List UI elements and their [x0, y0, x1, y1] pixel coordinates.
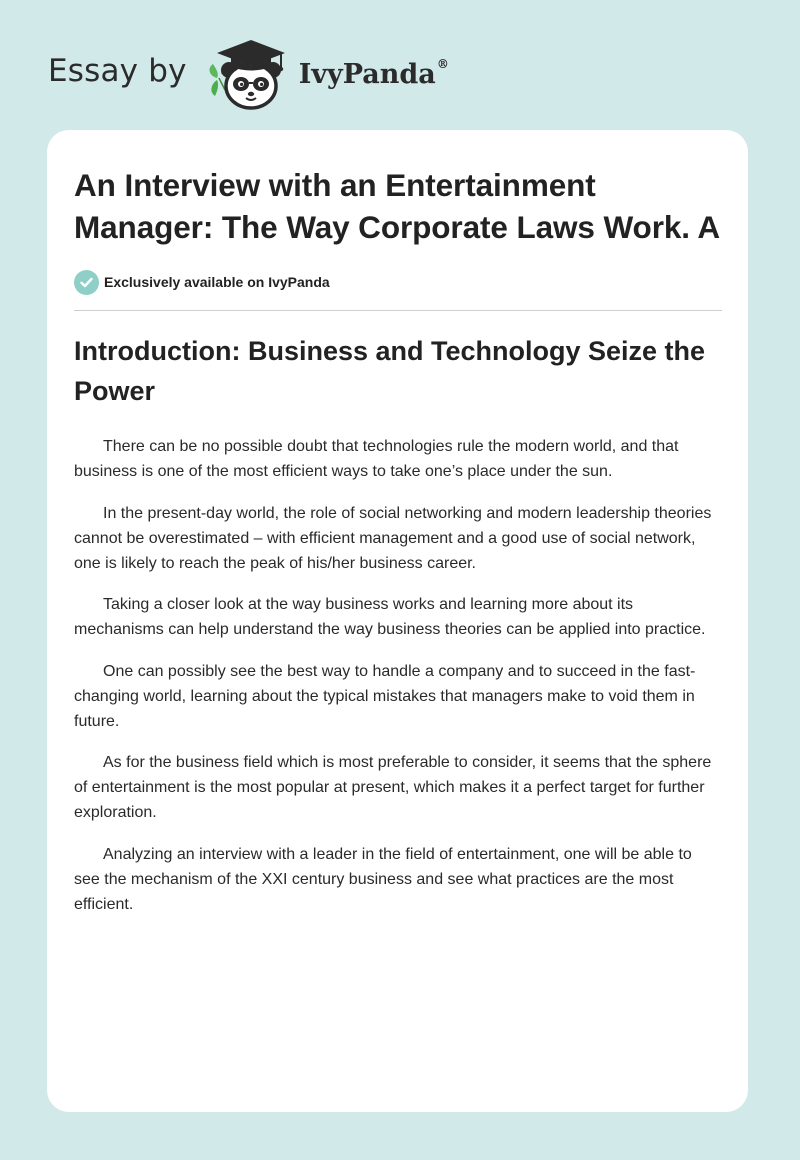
- exclusive-badge: [74, 269, 722, 295]
- article-content: [74, 164, 722, 933]
- registered-mark: ®: [436, 56, 449, 71]
- paragraph: One can possibly see the best way to handle a company and to succeed in the fast-changing world, learning about the typical mistakes that managers make to void them in future.: [74, 662, 696, 730]
- paragraph: There can be no possible doubt that technologies rule the modern world, and that business is one of the most efficient ways to take one’s place under the sun.: [74, 438, 679, 480]
- divider: [74, 310, 722, 311]
- check-circle-icon: [74, 270, 99, 295]
- brand-name-text: IvyPanda: [298, 58, 436, 90]
- essay-by-label: Essay by: [48, 53, 187, 89]
- article-title: An Interview with an Entertainment Manager: The Way Corporate Laws Work. A: [74, 167, 721, 245]
- section-heading: Introduction: Business and Technology Seize the Power: [74, 336, 706, 406]
- exclusive-label: Exclusively available on IvyPanda: [104, 274, 330, 290]
- paragraph: Taking a closer look at the way business works and learning more about its mechanisms can help understand the way business theories can be applied into practice.: [74, 596, 706, 638]
- paragraph: In the present-day world, the role of social networking and modern leadership theories cannot be overestimated – with efficient management and a good use of social network, one is likely to reach the peak of his/her business career.: [74, 504, 712, 572]
- article-body: [74, 434, 722, 917]
- panda-logo-icon[interactable]: [203, 34, 293, 112]
- paragraph: As for the business field which is most preferable to consider, it seems that the sphere of entertainment is the most popular at present, which makes it a perfect target for further exploration.: [74, 754, 712, 821]
- site-header: [48, 34, 449, 112]
- brand-name[interactable]: [298, 56, 449, 90]
- paragraph: Analyzing an interview with a leader in the field of entertainment, one will be able to see the mechanism of the XXI century business and see what practices are the most efficient.: [74, 845, 692, 913]
- article-card: [47, 130, 748, 1112]
